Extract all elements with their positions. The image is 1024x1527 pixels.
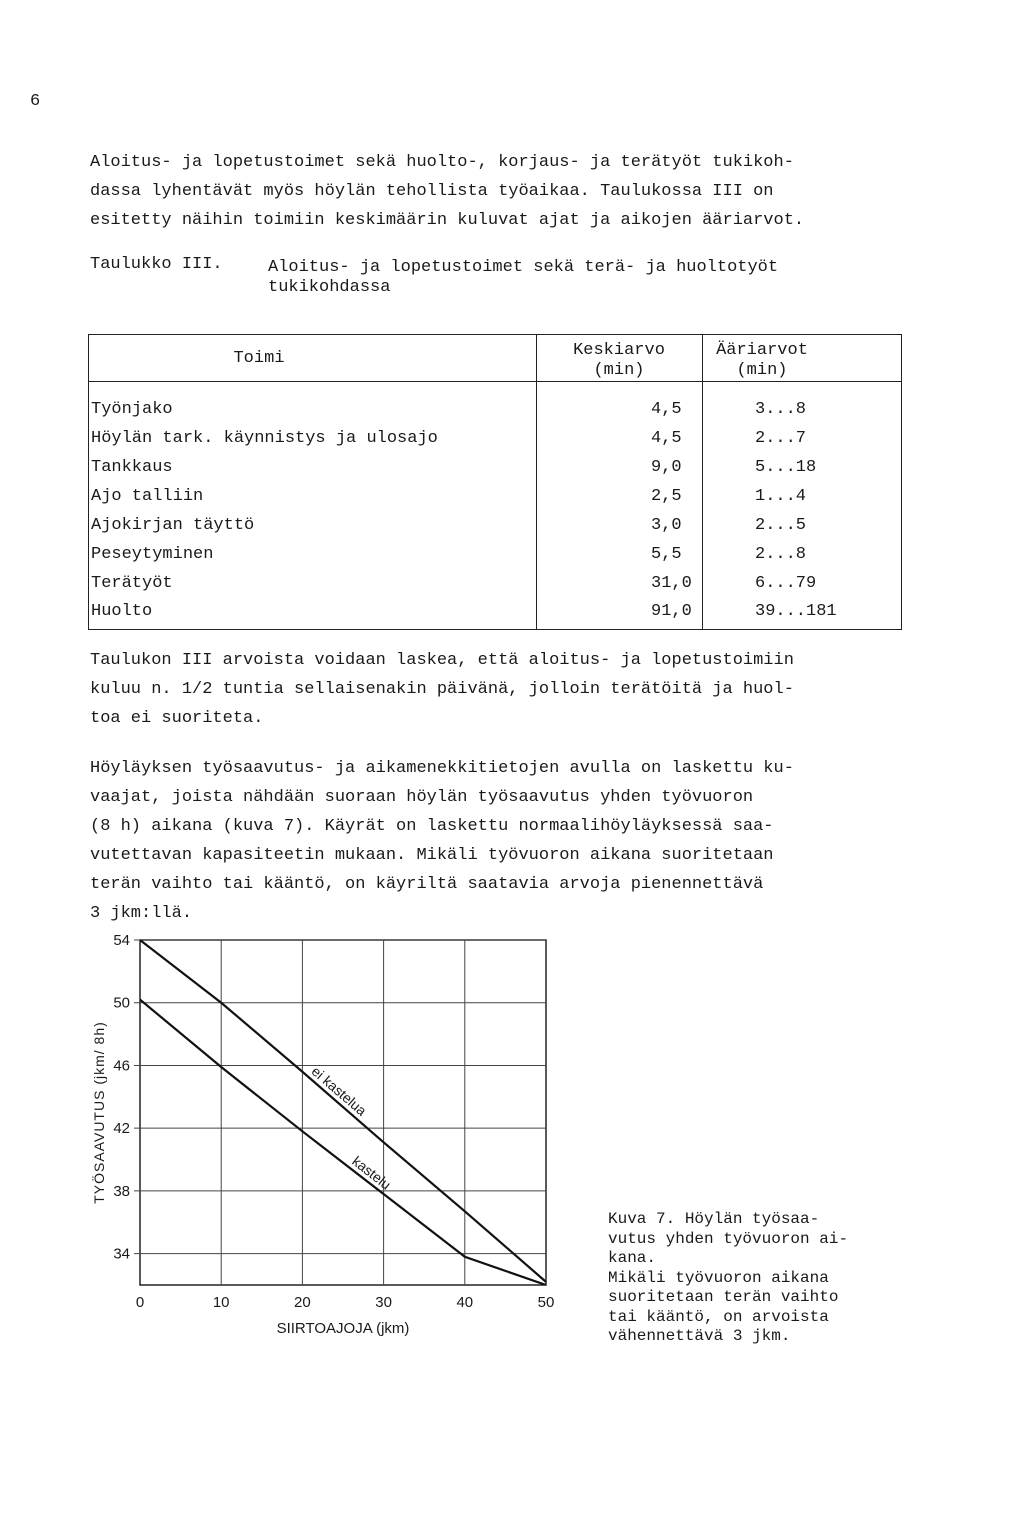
table-header-rule bbox=[89, 381, 901, 382]
cell-aariarvot: 3...8 bbox=[755, 400, 807, 419]
chart-grid bbox=[134, 940, 546, 1285]
table-row bbox=[89, 540, 901, 569]
cell-toimi: Huolto bbox=[91, 602, 153, 621]
cell-toimi: Peseytyminen bbox=[91, 545, 214, 564]
figure-caption: Kuva 7. Höylän työsaa- vutus yhden työvuoron ai- kana. Mikäli työvuoron aikana suoritetaan terän vaihto tai kääntö, on arvoista vähennettävä 3 jkm. bbox=[608, 1210, 849, 1345]
cell-keskiarvo: 2,5 bbox=[651, 487, 682, 506]
table-row bbox=[89, 453, 901, 482]
series-label-kastelu: kastelu bbox=[349, 1152, 395, 1193]
cell-toimi: Työnjako bbox=[91, 400, 173, 419]
series-line-ei-kastelua bbox=[140, 940, 546, 1282]
x-tick-label: 50 bbox=[537, 1294, 555, 1311]
cell-keskiarvo: 31,0 bbox=[651, 574, 692, 593]
cell-aariarvot: 1...4 bbox=[755, 487, 807, 506]
table-caption: Aloitus- ja lopetustoimet sekä terä- ja huoltotyöt tukikohdassa bbox=[268, 258, 779, 297]
y-axis-label: TYÖSAAVUTUS (jkm/ 8h) bbox=[91, 1021, 107, 1204]
cell-keskiarvo: 9,0 bbox=[651, 458, 682, 477]
table-iii bbox=[88, 334, 902, 630]
series-line-kastelu bbox=[140, 1000, 546, 1285]
cell-toimi: Ajokirjan täyttö bbox=[91, 516, 255, 535]
table-row bbox=[89, 597, 901, 626]
chart-frame bbox=[140, 940, 546, 1285]
cell-aariarvot: 2...8 bbox=[755, 545, 807, 564]
table-header-keskiarvo: Keskiarvo (min) bbox=[573, 341, 665, 380]
table-row bbox=[89, 482, 901, 511]
table-row bbox=[89, 395, 901, 424]
x-axis-label: SIIRTOAJOJA (jkm) bbox=[276, 1320, 410, 1337]
cell-keskiarvo: 5,5 bbox=[651, 545, 682, 564]
table-row bbox=[89, 569, 901, 598]
cell-toimi: Tankkaus bbox=[91, 458, 173, 477]
x-tick-label: 40 bbox=[456, 1294, 474, 1311]
cell-aariarvot: 5...18 bbox=[755, 458, 817, 477]
series-label-ei-kastelua: ei kastelua bbox=[308, 1062, 370, 1119]
table-header-aariarvot: Ääriarvot (min) bbox=[716, 341, 808, 380]
intro-paragraph: Aloitus- ja lopetustoimet sekä huolto-, korjaus- ja terätyöt tukikoh- dassa lyhentävät myös höylän tehollista työaikaa. Taulukossa III on esitetty näihin toimiin keskimäärin kuluvat ajat ja aikojen ääriarvot. bbox=[90, 153, 805, 230]
cell-keskiarvo: 4,5 bbox=[651, 400, 682, 419]
chart-series bbox=[140, 940, 546, 1285]
y-tick-label: 38 bbox=[113, 1182, 130, 1200]
chart-tyosaavutus bbox=[90, 920, 570, 1360]
x-tick-label: 0 bbox=[135, 1294, 145, 1311]
cell-aariarvot: 2...5 bbox=[755, 516, 807, 535]
cell-toimi: Terätyöt bbox=[91, 574, 173, 593]
y-tick-label: 50 bbox=[113, 994, 130, 1012]
paragraph-2: Taulukon III arvoista voidaan laskea, että aloitus- ja lopetustoimiin kuluu n. 1/2 tuntia sellaisenakin päivänä, jolloin terätöitä ja huol- toa ei suoriteta. bbox=[90, 651, 794, 728]
x-tick-label: 30 bbox=[375, 1294, 392, 1311]
chart-ticks bbox=[113, 932, 554, 1311]
cell-keskiarvo: 4,5 bbox=[651, 429, 682, 448]
x-tick-label: 10 bbox=[212, 1294, 230, 1311]
x-tick-label: 20 bbox=[294, 1294, 311, 1311]
table-header-toimi: Toimi bbox=[233, 349, 285, 368]
page-number: 6 bbox=[30, 92, 41, 111]
cell-keskiarvo: 91,0 bbox=[651, 602, 692, 621]
cell-keskiarvo: 3,0 bbox=[651, 516, 682, 535]
cell-aariarvot: 2...7 bbox=[755, 429, 807, 448]
y-tick-label: 42 bbox=[113, 1120, 130, 1138]
cell-toimi: Ajo talliin bbox=[91, 487, 204, 506]
paragraph-3: Höyläyksen työsaavutus- ja aikamenekkitietojen avulla on laskettu ku- vaajat, joista nähdään suoraan höylän työsaavutus yhden työvuoron (8 h) aikana (kuva 7). Käyrät on laskettu normaalihöyläyksessä saa- vutettavan kapasiteetin mukaan. Mikäli työvuoron aikana suoritetaan terän vaihto tai kääntö, on käyriltä saatavia arvoja pienennettävä 3 jkm:llä. bbox=[90, 759, 794, 923]
y-tick-label: 34 bbox=[113, 1245, 130, 1263]
y-tick-label: 46 bbox=[113, 1057, 130, 1075]
table-row bbox=[89, 511, 901, 540]
cell-aariarvot: 39...181 bbox=[755, 602, 837, 621]
table-row bbox=[89, 424, 901, 453]
cell-aariarvot: 6...79 bbox=[755, 574, 817, 593]
y-tick-label: 54 bbox=[113, 932, 130, 949]
table-label: Taulukko III. bbox=[90, 255, 223, 274]
cell-toimi: Höylän tark. käynnistys ja ulosajo bbox=[91, 429, 438, 448]
